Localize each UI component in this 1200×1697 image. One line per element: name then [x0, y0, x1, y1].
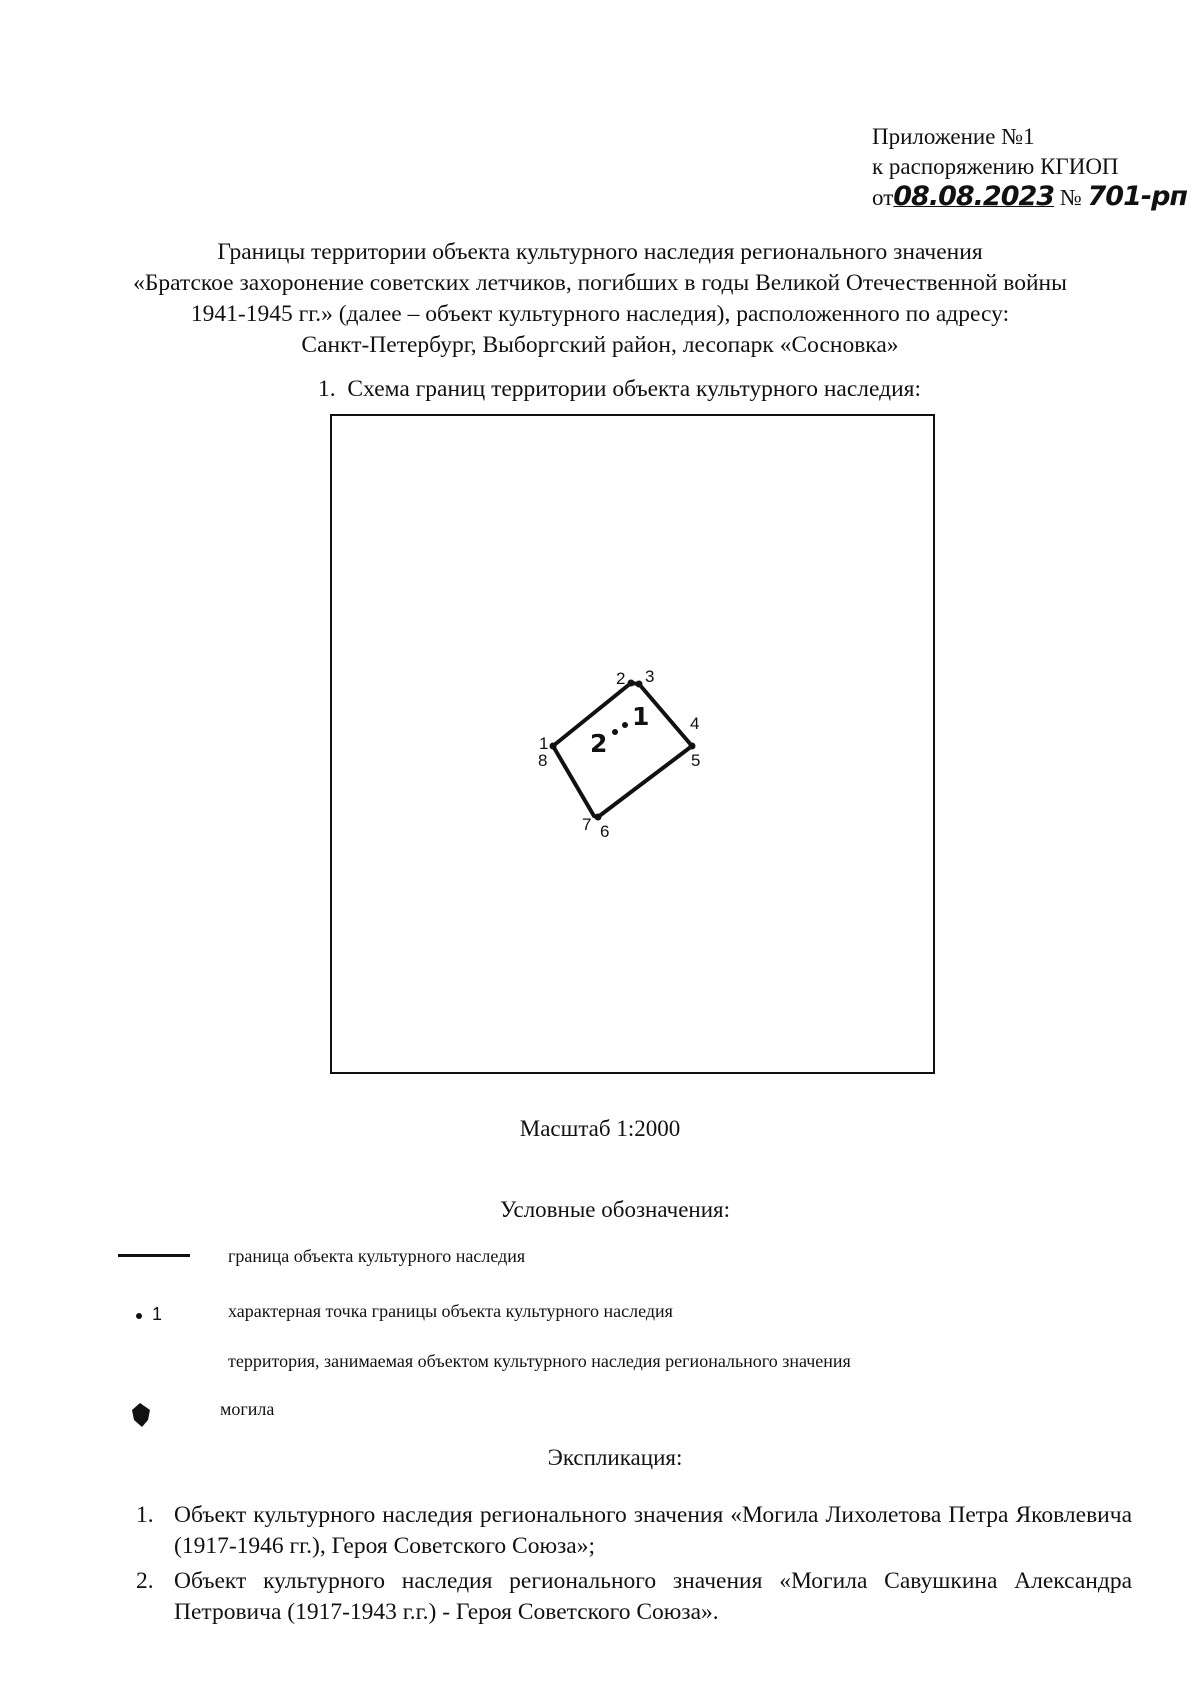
explication-item-number: 2. — [136, 1568, 154, 1594]
explication-item — [136, 1500, 1132, 1562]
grave-label-2: 2 — [590, 729, 608, 758]
number-prefix: № — [1059, 185, 1082, 210]
appendix-order-ref: к распоряжению КГИОП — [872, 154, 1119, 179]
boundary-point-2 — [628, 680, 635, 687]
legend-text-boundary: граница объекта культурного наследия — [228, 1246, 526, 1266]
boundary-point-5 — [689, 743, 696, 750]
point-label-4: 4 — [690, 714, 700, 733]
order-number: 701-рп — [1087, 181, 1188, 212]
schema-heading-number: 1. — [318, 376, 336, 402]
explication-item-number: 1. — [136, 1502, 154, 1528]
title-line-1: Границы территории объекта культурного наследия регионального значения — [217, 239, 983, 265]
document-title — [0, 237, 1200, 361]
title-line-4: Санкт-Петербург, Выборгский район, лесопарк «Сосновка» — [301, 332, 899, 358]
explication-item-text: Объект культурного наследия регионального значения «Могила Лихолетова Петра Яковлевича (1917-1946 гг.), Героя Советского Союза»; — [174, 1502, 1132, 1559]
explication-item — [136, 1566, 1132, 1628]
territory-boundary — [553, 683, 692, 817]
boundary-point-6 — [595, 814, 602, 821]
explication-item-text: Объект культурного наследия регионального значения «Могила Савушкина Александра Петровича (1917-1943 г.г.) - Героя Советского Союза». — [174, 1568, 1132, 1625]
legend-text-point: характерная точка границы объекта культурного наследия — [228, 1301, 673, 1321]
boundary-point-3 — [636, 681, 643, 688]
legend-title: Условные обозначения: — [499, 1197, 731, 1222]
point-symbol-label: 1 — [152, 1304, 163, 1324]
boundary-map — [330, 414, 935, 1074]
title-line-2: «Братское захоронение советских летчиков, погибших в годы Великой Отечественной войны — [133, 270, 1067, 296]
title-line-3: 1941-1945 гг.» (далее – объект культурного наследия), расположенного по адресу: — [190, 301, 1010, 327]
appendix-title: Приложение №1 — [872, 124, 1035, 149]
explication-list — [136, 1500, 1132, 1632]
grave-label-1: 1 — [632, 702, 650, 731]
grave-dot-2 — [612, 729, 618, 735]
explication-title: Экспликация: — [547, 1445, 683, 1470]
map-scale: Масштаб 1:2000 — [519, 1116, 681, 1141]
boundary-point-1 — [550, 743, 557, 750]
point-label-6: 6 — [600, 822, 610, 841]
grave-symbol — [128, 1400, 154, 1430]
point-symbol — [136, 1313, 142, 1319]
legend-text-territory: территория, занимаемая объектом культурного наследия регионального значения — [228, 1351, 851, 1371]
point-label-3: 3 — [645, 667, 655, 686]
point-label-2: 2 — [616, 669, 626, 688]
appendix-header — [872, 122, 1187, 213]
boundary-line-symbol — [118, 1254, 190, 1257]
schema-heading — [318, 376, 921, 403]
point-label-8: 8 — [538, 751, 548, 770]
date-prefix: от — [872, 185, 894, 210]
appendix-date-line — [872, 182, 1187, 213]
schema-heading-text: Схема границ территории объекта культурного наследия: — [347, 376, 921, 402]
point-label-7: 7 — [582, 815, 592, 834]
legend-text-grave: могила — [220, 1399, 275, 1419]
point-label-1: 1 — [539, 734, 549, 753]
order-date: 08.08.2023 — [893, 181, 1055, 212]
boundary-map-drawing — [332, 416, 933, 1072]
grave-dot-1 — [622, 722, 628, 728]
point-label-5: 5 — [691, 751, 701, 770]
